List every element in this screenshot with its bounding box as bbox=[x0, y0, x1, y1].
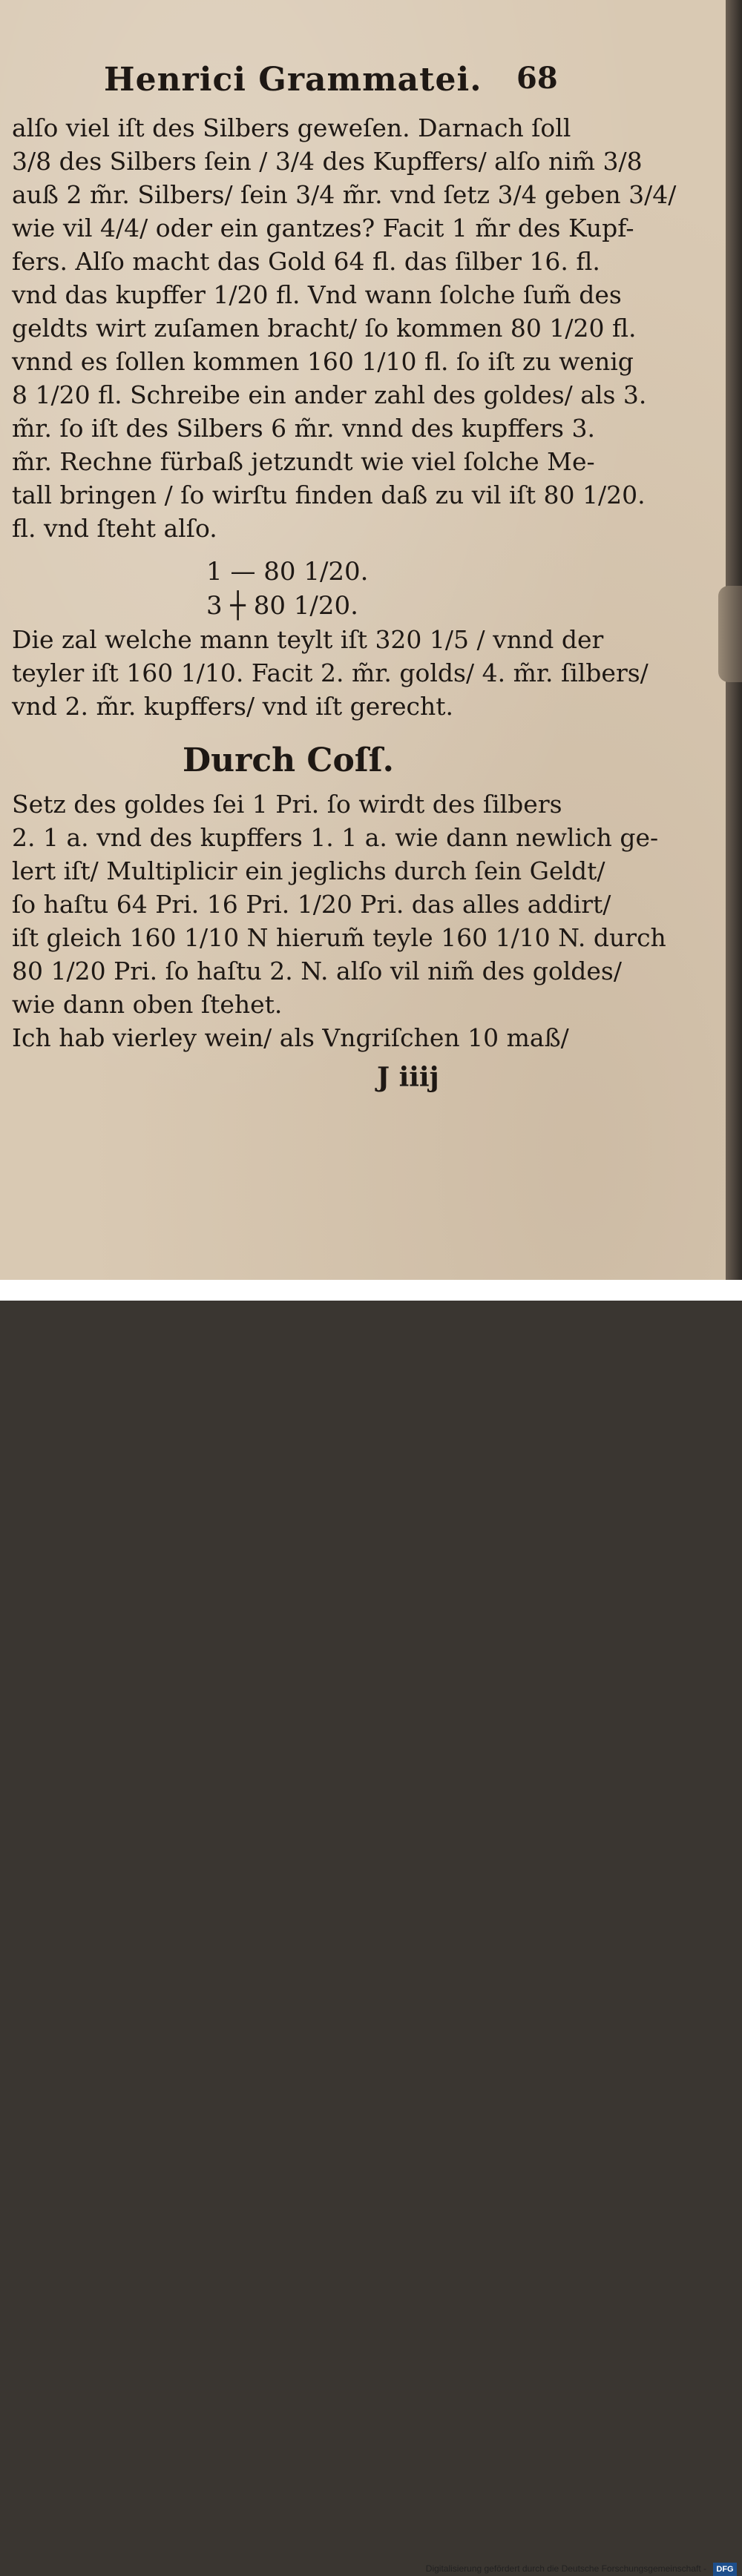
text-line: ſo haſtu 64 Pri. 16 Pri. 1/20 Pri. das alles addirt/ bbox=[12, 890, 611, 919]
text-line: geldts wirt zuſamen bracht/ ſo kommen 80 1/20 fl. bbox=[12, 314, 637, 343]
text-line: auß 2 m̃r. Silbers/ ſein 3/4 m̃r. vnd ſetz 3/4 geben 3/4/ bbox=[12, 180, 677, 209]
paragraph-2 bbox=[12, 623, 649, 723]
text-line: iſt gleich 160 1/10 N hierum̃ teyle 160 1/10 N. durch bbox=[12, 923, 666, 952]
text-line: teyler iſt 160 1/10. Facit 2. m̃r. golds/ 4. m̃r. ſilbers/ bbox=[12, 658, 649, 687]
text-line: 8 1/20 fl. Schreibe ein ander zahl des goldes/ als 3. bbox=[12, 380, 647, 409]
equation-line: 1 — 80 1/20. bbox=[206, 557, 369, 587]
digitization-footer bbox=[0, 1280, 742, 2574]
text-line: vnd 2. m̃r. kupffers/ vnd iſt gerecht. bbox=[12, 692, 454, 721]
paragraph-1 bbox=[12, 111, 677, 545]
paragraph-3 bbox=[12, 787, 666, 1054]
text-line: fl. vnd ſteht alſo. bbox=[12, 514, 217, 543]
text-line: Setz des goldes ſei 1 Pri. ſo wirdt des ſilbers bbox=[12, 790, 562, 819]
text-line: alſo viel iſt des Silbers geweſen. Darnach ſoll bbox=[12, 113, 571, 142]
dfg-logo-icon: DFG bbox=[713, 2563, 737, 2576]
text-line: m̃r. ſo iſt des Silbers 6 m̃r. vnnd des kupffers 3. bbox=[12, 414, 595, 443]
text-line: fers. Alſo macht das Gold 64 fl. das ſilber 16. fl. bbox=[12, 247, 600, 276]
running-head: Henrici Grammatei. bbox=[104, 61, 482, 99]
equation-block bbox=[206, 555, 368, 623]
signature-mark: J iiij bbox=[377, 1062, 439, 1093]
text-line: Ich hab vierley wein/ als Vngriſchen 10 maß/ bbox=[12, 1023, 569, 1052]
book-clasp bbox=[718, 586, 742, 682]
text-line: tall bringen / ſo wirſtu finden daß zu vil iſt 80 1/20. bbox=[12, 480, 646, 509]
text-line: lert iſt/ Multiplicir ein jeglichs durch ſein Geldt/ bbox=[12, 856, 605, 885]
digitization-credit: Digitalisierung gefördert durch die Deutsche Forschungsgemeinschaft - bbox=[425, 2563, 706, 2574]
text-line: wie vil 4/4/ oder ein gantzes? Facit 1 m̃r des Kupf- bbox=[12, 214, 634, 242]
text-line: 2. 1 a. vnd des kupffers 1. 1 a. wie dann newlich ge- bbox=[12, 823, 659, 852]
text-line: 80 1/20 Pri. ſo haſtu 2. N. alſo vil nim̃ des goldes/ bbox=[12, 957, 622, 985]
text-line: 3/8 des Silbers ſein / 3/4 des Kupffers/ alſo nim̃ 3/8 bbox=[12, 147, 643, 176]
text-line: Die zal welche mann teylt iſt 320 1/5 / vnnd der bbox=[12, 625, 604, 654]
book-page bbox=[0, 0, 727, 1280]
text-line: vnnd es ſollen kommen 160 1/10 fl. ſo iſt zu wenig bbox=[12, 347, 634, 376]
text-line: vnd das kupffer 1/20 fl. Vnd wann ſolche ſum̃ des bbox=[12, 280, 622, 309]
text-line: m̃r. Rechne fürbaß jetzundt wie viel ſolche Me- bbox=[12, 447, 595, 476]
text-line: wie dann oben ſtehet. bbox=[12, 990, 283, 1019]
equation-line: 3 ┼ 80 1/20. bbox=[206, 591, 358, 621]
page-number: 68 bbox=[516, 61, 558, 96]
section-heading: Durch Coſſ. bbox=[183, 742, 394, 779]
